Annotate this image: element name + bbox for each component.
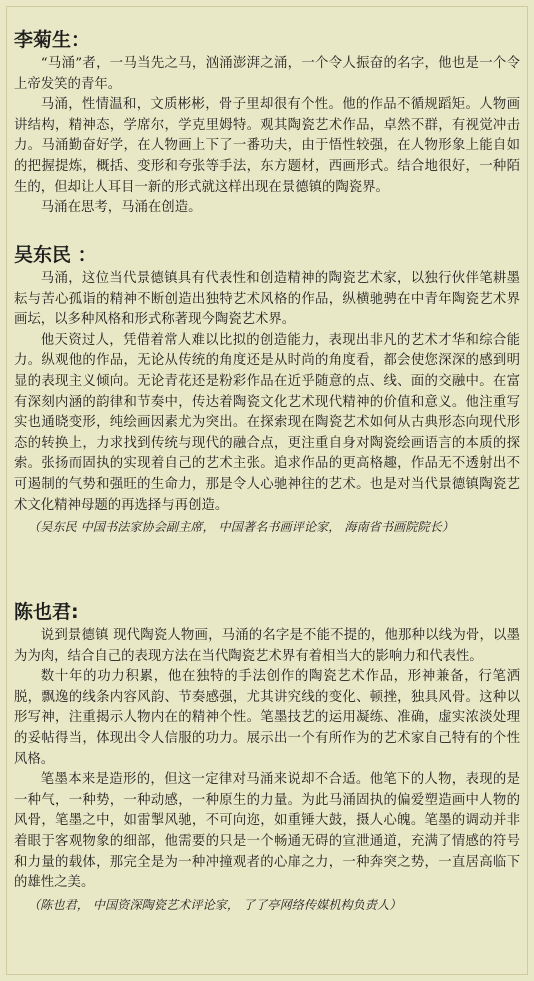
- paragraph: 数十年的功力积累，他在独特的手法创作的陶瓷艺术作品，形神兼备，行笔洒脱，飘逸的线条内容风韵、节奏感强，尤其讲究线的变化、顿挫，独具风骨。这种以形写神，注重揭示人物内在的精神个性。笔墨技艺的运用凝练、准确，虚实浓淡处理的妥帖得当，体现出令人信服的功力。展示出一个有所作为的艺术家自己特有的个性风格。: [14, 669, 520, 767]
- paragraph: 马涌，性情温和，文质彬彬，骨子里却很有个性。他的作品不循规蹈矩。人物画讲结构，精神态，学席尔，学克里姆特。观其陶瓷艺术作品，卓然不群，有视觉冲击力。马涌勤奋好学，在人物画上下了一番功夫，由于悟性较强，在人物形象上能自如的把握提炼，概括、变形和夸张等手法，东方题材，西画形式。结合地很好，一种陌生的，但却让人耳目一新的形式就这样出现在景德镇的陶瓷界。: [14, 97, 520, 195]
- critique-section-chen-yejun: [14, 600, 520, 915]
- author-heading: 陈也君:: [14, 601, 79, 623]
- critique-section-wu-dongmin: [14, 243, 520, 537]
- paragraph: 马涌，这位当代景德镇具有代表性和创造精神的陶瓷艺术家，以独行伙伴笔耕墨耘与苦心孤诣的精神不断创造出独特艺术风格的作品，纵横驰骋在中青年陶瓷艺术界画坛，以多种风格和形式称著现今陶瓷艺术界。: [14, 271, 520, 328]
- attribution: （吴东民 中国书法家协会副主席， 中国著名书画评论家， 海南省书画院院长）: [28, 520, 454, 535]
- attribution: （陈也君， 中国资深陶瓷艺术评论家， 了了亭网络传媒机构负责人）: [28, 897, 402, 912]
- paragraph: 马涌在思考，马涌在创造。: [40, 200, 202, 216]
- paragraph: 他天资过人，凭借着常人难以比拟的创造能力，表现出非凡的艺术才华和综合能力。纵观他的作品，无论从传统的角度还是从时尚的角度看，都会使您深深的感到明显的表现主义倾向。无论青花还是粉彩作品在近乎随意的点、线、面的交融中。在富有深刻内涵的韵律和节奏中，传达着陶瓷文化艺术现代精神的价值和意义。他注重写实也通晓变形，纯绘画因素尤为突出。在探索现在陶瓷艺术如何从古典形态向现代形态的转换上，力求找到传统与现代的融合点，更注重自身对陶瓷绘画语言的本质的探索。张扬而固执的实现着自己的艺术主张。追求作品的更高格趣，作品无不透射出不可遏制的气势和强旺的生命力，那是令人心驰神往的艺术。也是对当代景德镇陶瓷艺术文化精神母题的再选择与再创造。: [14, 332, 520, 513]
- paragraph: “马涌”者，一马当先之马，汹涌澎湃之涌，一个令人振奋的名字，他也是一个令上帝发笑的青年。: [14, 56, 520, 92]
- paragraph: 笔墨本来是造形的，但这一定律对马涌来说却不合适。他笔下的人物，表现的是一种气，一种势，一种动感，一种原生的力量。为此马涌固执的偏爱塑造画中人物的风骨，笔墨之中，如雷掣风驰，不可向迩，如重锤大鼓，摄人心魄。笔墨的调动并非着眼于客观物象的细部，他需要的只是一个畅通无碍的宣泄通道，充满了情感的符号和力量的载体，那完全是为一种冲撞观者的心扉之力，一种奔突之势，一直居高临下的雄性之美。: [14, 772, 520, 891]
- critique-section-li-jusheng: [14, 28, 520, 219]
- paragraph: 说到景德镇 现代陶瓷人物画，马涌的名字是不能不提的，他那种以线为骨，以墨为为肉，结合自己的表现方法在当代陶瓷艺术界有着相当大的影响力和代表性。: [14, 628, 520, 664]
- author-heading: 李菊生：: [14, 29, 91, 51]
- author-heading: 吴东民 ：: [14, 244, 97, 266]
